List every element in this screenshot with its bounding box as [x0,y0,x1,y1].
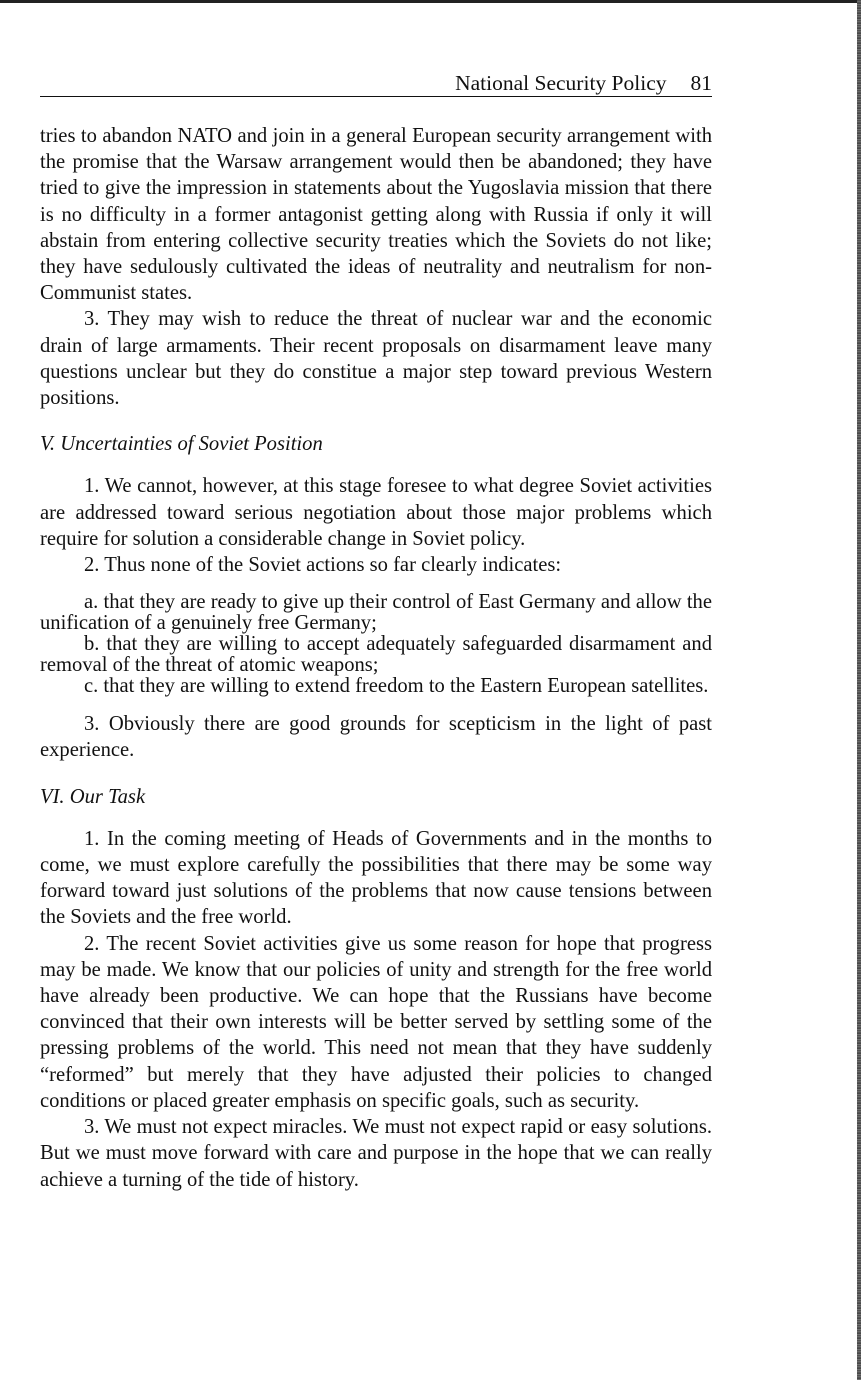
page-body [40,123,712,1193]
sublist-item-c: c. that they are willing to extend freedom to the Eastern European satellites. [84,675,709,698]
section-vi-point-3: 3. We must not expect miracles. We must not expect rapid or easy solutions. But we must move forward with care and purpose in the hope that we can really achieve a turning of the tide of history. [40,1116,712,1191]
page-top-edge [0,0,861,3]
section-vi-point-2: 2. The recent Soviet activities give us some reason for hope that progress may be made. We know that our policies of unity and strength for the free world have already been productive. We can hope that the Russians have become convinced that their own interests will be better served by settling some of the pressing problems of the world. This need not mean that they have suddenly “reformed” but merely that they have adjusted their policies to changed conditions or placed greater emphasis on specific goals, such as security. [40,932,712,1112]
document-page [40,70,712,1193]
sublist-item-a: a. that they are ready to give up their control of East Germany and allow the unification of a genuinely free Germany; [40,591,712,635]
section-heading-v: V. Uncertainties of Soviet Position [40,433,323,456]
section-heading-vi: VI. Our Task [40,785,146,808]
section-v-point-1: 1. We cannot, however, at this stage foresee to what degree Soviet activities are addressed toward serious negotiation about those major problems which require for solution a considerable change in Soviet policy. [40,475,712,550]
page-number: 81 [690,71,712,95]
section-v-point-3: 3. Obviously there are good grounds for scepticism in the light of past experience. [40,713,712,762]
running-header [40,70,712,97]
section-vi-point-1: 1. In the coming meeting of Heads of Governments and in the months to come, we must explore carefully the possibilities that there may be some way forward toward just solutions of the problems that now cause tensions between the Soviets and the free world. [40,827,712,929]
page-binding-edge [857,0,861,1380]
running-title: National Security Policy [455,71,667,95]
section-v-sublist [40,592,712,697]
paragraph-point-3: 3. They may wish to reduce the threat of nuclear war and the economic drain of large armaments. Their recent proposals on disarmament leave many questions unclear but they do constitue a major step toward previous Western positions. [40,308,712,410]
paragraph-continuation: tries to abandon NATO and join in a general European security arrangement with the promise that the Warsaw arrangement would then be abandoned; they have tried to give the impression in statements about the Yugoslavia mission that there is no difficulty in a former antagonist getting along with Russia if only it will abstain from entering collective security treaties which the Soviets do not like; they have sedulously cultivated the ideas of neutrality and neutralism for non-Communist states. [40,125,712,305]
sublist-item-b: b. that they are willing to accept adequately safeguarded disarmament and removal of the threat of atomic weapons; [40,633,712,677]
section-v-point-2: 2. Thus none of the Soviet actions so far clearly indicates: [84,554,562,577]
